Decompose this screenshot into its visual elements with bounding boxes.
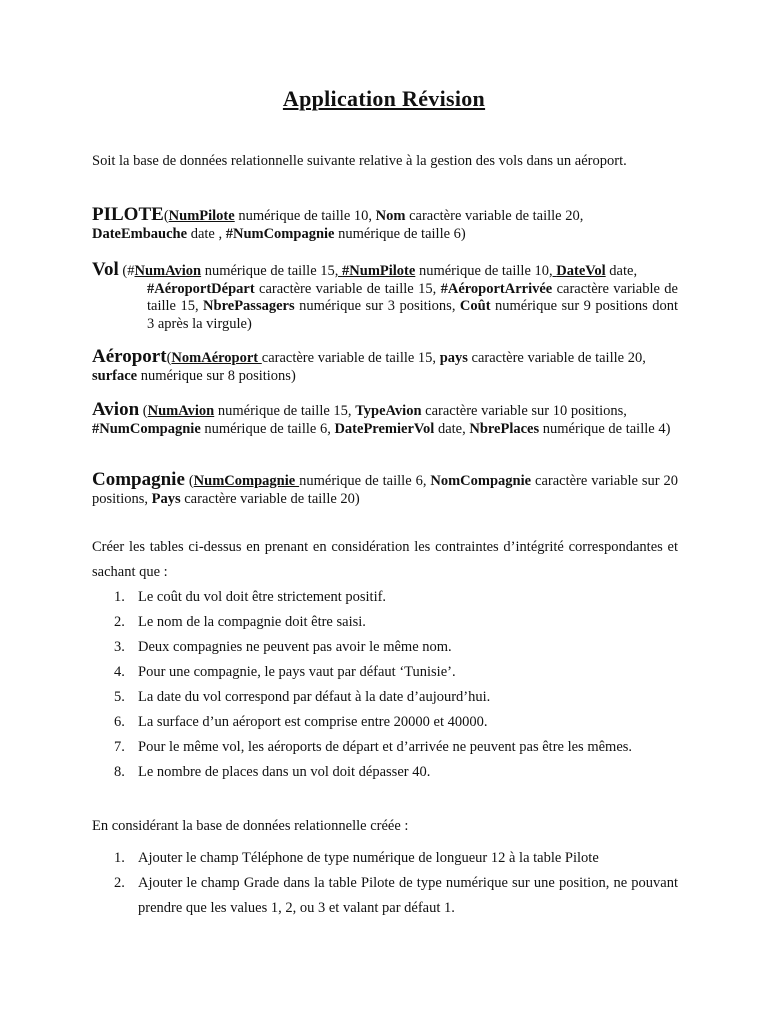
- entity-name: Vol: [92, 259, 119, 280]
- foreign-key: #NumCompagnie: [92, 420, 201, 437]
- list-item: 2. Le nom de la compagnie doit être saisi.: [114, 614, 366, 630]
- foreign-key: #AéroportArrivée: [440, 280, 553, 297]
- list-item: 1. Ajouter le champ Téléphone de type numérique de longueur 12 à la table Pilote: [114, 850, 599, 866]
- list-item: 1. Le coût du vol doit être strictement positif.: [114, 589, 387, 605]
- primary-key: NumPilote: [168, 208, 235, 224]
- attribute-name: DatePremierVol: [334, 420, 435, 437]
- entity-aeroport: Aéroport(NomAéroport caractère variable de taille 15, pays caractère variable de taille 20, surface numérique sur 8 positions): [92, 346, 646, 384]
- attribute-name: Pays: [151, 490, 181, 507]
- section1-text: Créer les tables ci-dessus en prenant en considération les contraintes d’intégrité correspondantes et sachant que :: [92, 539, 678, 580]
- page-title: Application Révision: [282, 86, 486, 111]
- entity-name: Aéroport: [92, 346, 167, 367]
- primary-key: #NumPilote: [342, 263, 416, 279]
- primary-key: NomAéroport: [171, 350, 262, 366]
- entity-name: PILOTE: [92, 204, 164, 225]
- list-item: 7. Pour le même vol, les aéroports de départ et d’arrivée ne peuvent pas être les mêmes.: [114, 739, 633, 755]
- entity-name: Avion: [92, 399, 140, 420]
- attribute-name: surface: [92, 367, 138, 384]
- list-item: 2. Ajouter le champ Grade dans la table Pilote de type numérique sur une position, ne pouvant prendre que les values 1, 2, ou 3 et valant par défaut 1.: [114, 875, 678, 916]
- intro-text: Soit la base de données relationnelle suivante relative à la gestion des vols dans un aéroport.: [92, 153, 627, 169]
- primary-key: DateVol: [556, 263, 606, 279]
- primary-key: NumAvion: [134, 263, 202, 279]
- attribute-name: Nom: [375, 208, 406, 224]
- foreign-key: #AéroportDépart: [147, 280, 255, 297]
- attribute-name: NbrePlaces: [469, 420, 540, 437]
- attribute-name: Coût: [459, 298, 491, 314]
- foreign-key: #NumCompagnie: [225, 225, 335, 242]
- entity-name: Compagnie: [92, 469, 185, 490]
- entity-pilote: PILOTE(NumPilote numérique de taille 10, Nom caractère variable de taille 20, DateEmbauche date , #NumCompagnie numérique de taille 6): [92, 204, 584, 242]
- primary-key: NumCompagnie: [193, 473, 300, 489]
- attribute-name: pays: [439, 350, 468, 366]
- entity-vol: Vol (#NumAvion numérique de taille 15, #NumPilote numérique de taille 10, DateVol date, #AéroportDépart caractère variable de taille 15, #AéroportArrivée caractère variable de taille 15, NbrePassagers numérique sur 3 positions, Coût numérique sur 9 positions dont 3 après la virgule): [92, 259, 678, 332]
- primary-key: NumAvion: [147, 403, 215, 419]
- entity-compagnie: Compagnie (NumCompagnie numérique de taille 6, NomCompagnie caractère variable sur 20 positions, Pays caractère variable de taille 20): [92, 469, 678, 507]
- attribute-name: NbrePassagers: [203, 298, 295, 314]
- list-item: 6. La surface d’un aéroport est comprise entre 20000 et 40000.: [114, 714, 488, 730]
- attribute-name: NomCompagnie: [430, 473, 532, 489]
- entity-avion: Avion (NumAvion numérique de taille 15, TypeAvion caractère variable sur 10 positions, #NumCompagnie numérique de taille 6, DatePremierVol date, NbrePlaces numérique de taille 4): [92, 399, 671, 437]
- list-item: 8. Le nombre de places dans un vol doit dépasser 40.: [114, 764, 431, 780]
- section2-text: En considérant la base de données relationnelle créée :: [92, 818, 409, 834]
- tasks-list: [92, 846, 678, 921]
- constraints-list: [92, 585, 678, 785]
- list-item: 4. Pour une compagnie, le pays vaut par défaut ‘Tunisie’.: [114, 664, 456, 680]
- list-item: 3. Deux compagnies ne peuvent pas avoir le même nom.: [114, 639, 452, 655]
- list-item: 5. La date du vol correspond par défaut à la date d’aujourd’hui.: [114, 689, 491, 705]
- attribute-name: DateEmbauche: [92, 225, 188, 242]
- attribute-name: TypeAvion: [355, 403, 422, 419]
